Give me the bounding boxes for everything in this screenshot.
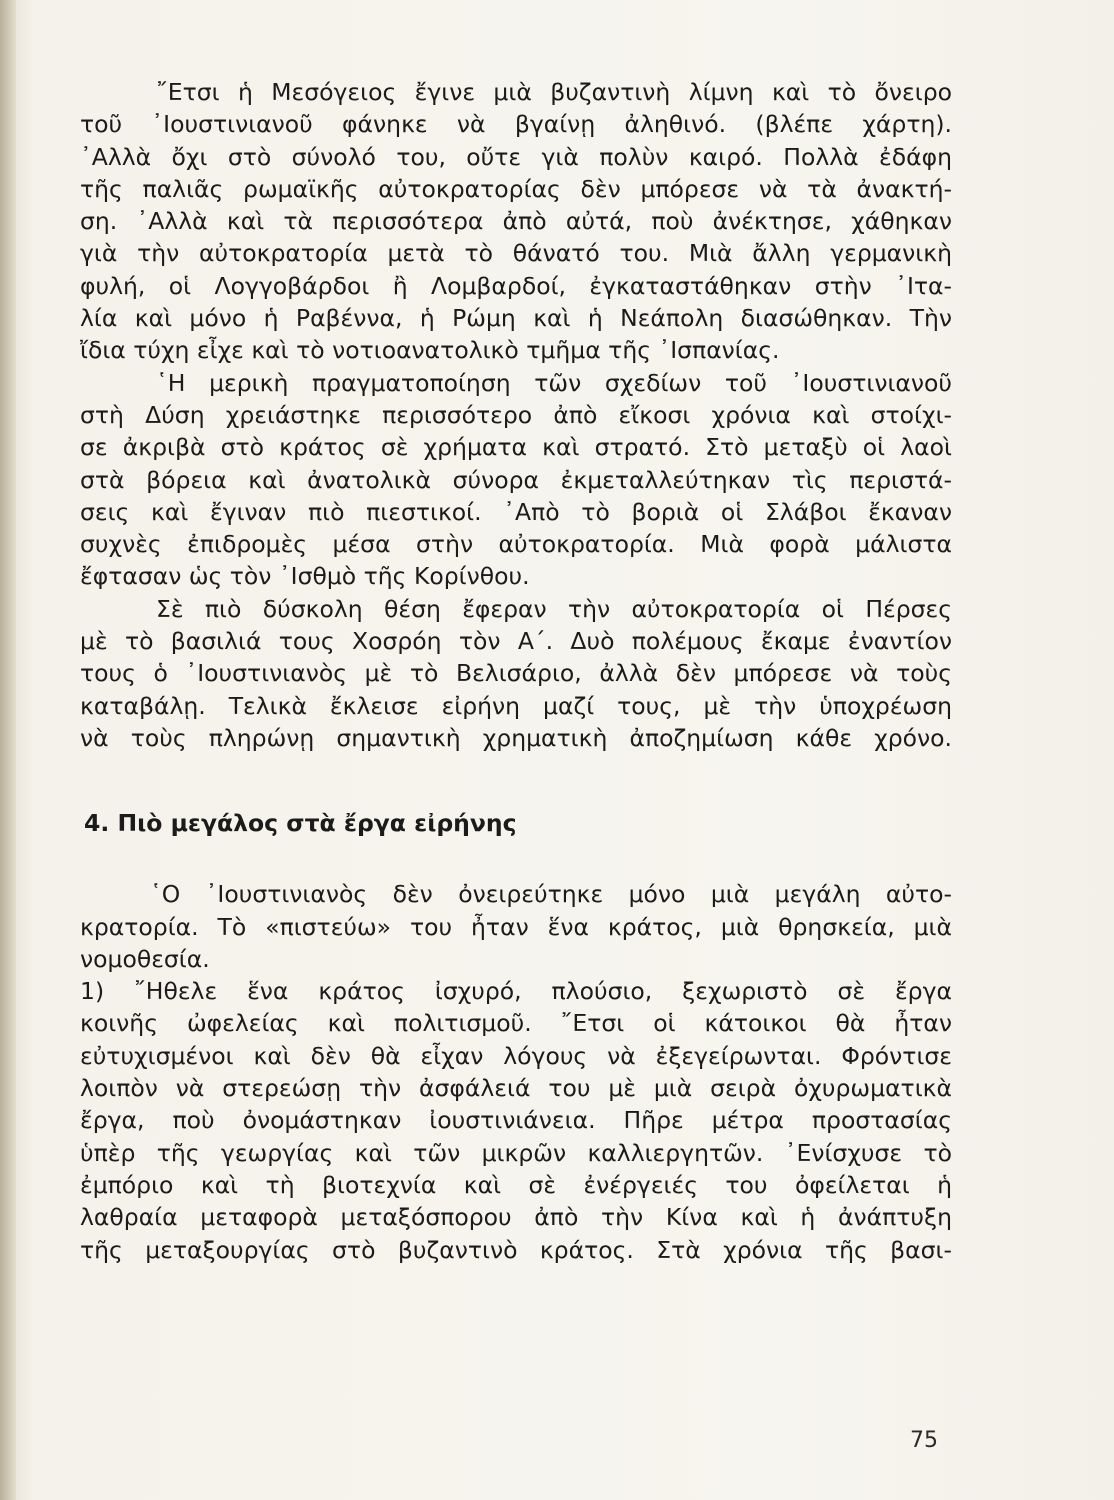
text-line: τῆς παλιᾶς ρωμαϊκῆς αὐτοκρατορίας δὲν μπόρεσε νὰ τὰ ἀνακτή- — [80, 174, 952, 203]
text-line: σεις καὶ ἔγιναν πιὸ πιεστικοί. ᾿Απὸ τὸ βοριὰ οἱ Σλάβοι ἔκαναν — [80, 497, 952, 526]
section-heading: 4. Πιὸ μεγάλος στὰ ἔργα εἰρήνης — [84, 809, 517, 838]
text-line: καταβάλῃ. Τελικὰ ἔκλεισε εἰρήνη μαζί τους, μὲ τὴν ὑποχρέωση — [80, 691, 952, 720]
text-line: ἐμπόριο καὶ τὴ βιοτεχνία καὶ σὲ ἐνέργειές του ὀφείλεται ἡ — [80, 1170, 952, 1199]
text-line: στὰ βόρεια καὶ ἀνατολικὰ σύνορα ἐκμεταλλεύτηκαν τὶς περιστά- — [80, 465, 952, 494]
text-line: ἔργα, ποὺ ὀνομάστηκαν ἰουστινιάνεια. Πῆρε μέτρα προστασίας — [80, 1106, 952, 1135]
text-line: στὴ Δύση χρειάστηκε περισσότερο ἀπὸ εἴκοσι χρόνια καὶ στοίχι- — [80, 400, 952, 429]
text-line: γιὰ τὴν αὐτοκρατορία μετὰ τὸ θάνατό του. Μιὰ ἄλλη γερμανικὴ — [80, 239, 952, 268]
text-line: 1) ῎Ηθελε ἕνα κράτος ἰσχυρό, πλούσιο, ξεχωριστὸ σὲ ἔργα — [80, 977, 952, 1006]
text-line: ῾Ο ᾿Ιουστινιανὸς δὲν ὀνειρεύτηκε μόνο μιὰ μεγάλη αὐτο- — [150, 880, 952, 909]
text-line: ση. ᾿Αλλὰ καὶ τὰ περισσότερα ἀπὸ αὐτά, ποὺ ἀνέκτησε, χάθηκαν — [80, 207, 952, 236]
text-line: κρατορία. Τὸ «πιστεύω» του ἦταν ἕνα κράτος, μιὰ θρησκεία, μιὰ — [80, 912, 952, 941]
text-line: τοῦ ᾿Ιουστινιανοῦ φάνηκε νὰ βγαίνῃ ἀληθινό. (βλέπε χάρτη). — [80, 110, 952, 139]
text-line: ᾿Αλλὰ ὄχι στὸ σύνολό του, οὔτε γιὰ πολὺν καιρό. Πολλὰ ἐδάφη — [80, 142, 952, 171]
text-line: φυλή, οἱ Λογγοβάρδοι ἢ Λομβαρδοί, ἐγκαταστάθηκαν στὴν ᾿Ιτα- — [80, 271, 952, 300]
text-line: κοινῆς ὠφελείας καὶ πολιτισμοῦ. ῎Ετσι οἱ κάτοικοι θὰ ἦταν — [80, 1009, 952, 1038]
text-line: νομοθεσία. — [80, 944, 210, 973]
text-line: λοιπὸν νὰ στερεώσῃ τὴν ἀσφάλειά του μὲ μιὰ σειρὰ ὀχυρωματικὰ — [80, 1074, 952, 1103]
text-line: τους ὁ ᾿Ιουστινιανὸς μὲ τὸ Βελισάριο, ἀλλὰ δὲν μπόρεσε νὰ τοὺς — [80, 659, 952, 688]
text-line: ἔφτασαν ὡς τὸν ᾿Ισθμὸ τῆς Κορίνθου. — [80, 562, 530, 591]
spine-shadow — [0, 0, 16, 1500]
text-line: νὰ τοὺς πληρώνῃ σημαντικὴ χρηματικὴ ἀποζημίωση κάθε χρόνο. — [80, 723, 952, 752]
page-number: 75 — [910, 1428, 938, 1453]
text-line: λία καὶ μόνο ἡ Ραβέννα, ἡ Ρώμη καὶ ἡ Νεάπολη διασώθηκαν. Τὴν — [80, 304, 952, 333]
text-line: Σὲ πιὸ δύσκολη θέση ἔφεραν τὴν αὐτοκρατορία οἱ Πέρσες — [156, 594, 952, 623]
text-line: εὐτυχισμένοι καὶ δὲν θὰ εἶχαν λόγους νὰ ἐξεγείρωνται. Φρόντισε — [80, 1041, 952, 1070]
text-line: ῎Ετσι ἡ Μεσόγειος ἔγινε μιὰ βυζαντινὴ λίμνη καὶ τὸ ὄνειρο — [156, 78, 952, 106]
text-line: μὲ τὸ βασιλιά τους Χοσρόη τὸν Α΄. Δυὸ πολέμους ἔκαμε ἐναντίον — [80, 627, 952, 656]
text-line: τῆς μεταξουργίας στὸ βυζαντινὸ κράτος. Στὰ χρόνια τῆς βασι- — [80, 1235, 952, 1264]
text-line: συχνὲς ἐπιδρομὲς μέσα στὴν αὐτοκρατορία. Μιὰ φορὰ μάλιστα — [80, 530, 952, 559]
text-line: ἴδια τύχη εἶχε καὶ τὸ νοτιοανατολικὸ τμῆμα τῆς ᾿Ισπανίας. — [80, 336, 780, 365]
text-line: ὑπὲρ τῆς γεωργίας καὶ τῶν μικρῶν καλλιεργητῶν. ᾿Ενίσχυσε τὸ — [80, 1138, 952, 1167]
text-line: ῾Η μερικὴ πραγματοποίηση τῶν σχεδίων τοῦ ᾿Ιουστινιανοῦ — [156, 368, 952, 397]
text-line: λαθραία μεταφορὰ μεταξόσπορου ἀπὸ τὴν Κίνα καὶ ἡ ἀνάπτυξη — [80, 1203, 952, 1232]
text-line: σε ἀκριβὰ στὸ κράτος σὲ χρήματα καὶ στρατό. Στὸ μεταξὺ οἱ λαοὶ — [80, 433, 952, 462]
body-text — [80, 76, 952, 1266]
